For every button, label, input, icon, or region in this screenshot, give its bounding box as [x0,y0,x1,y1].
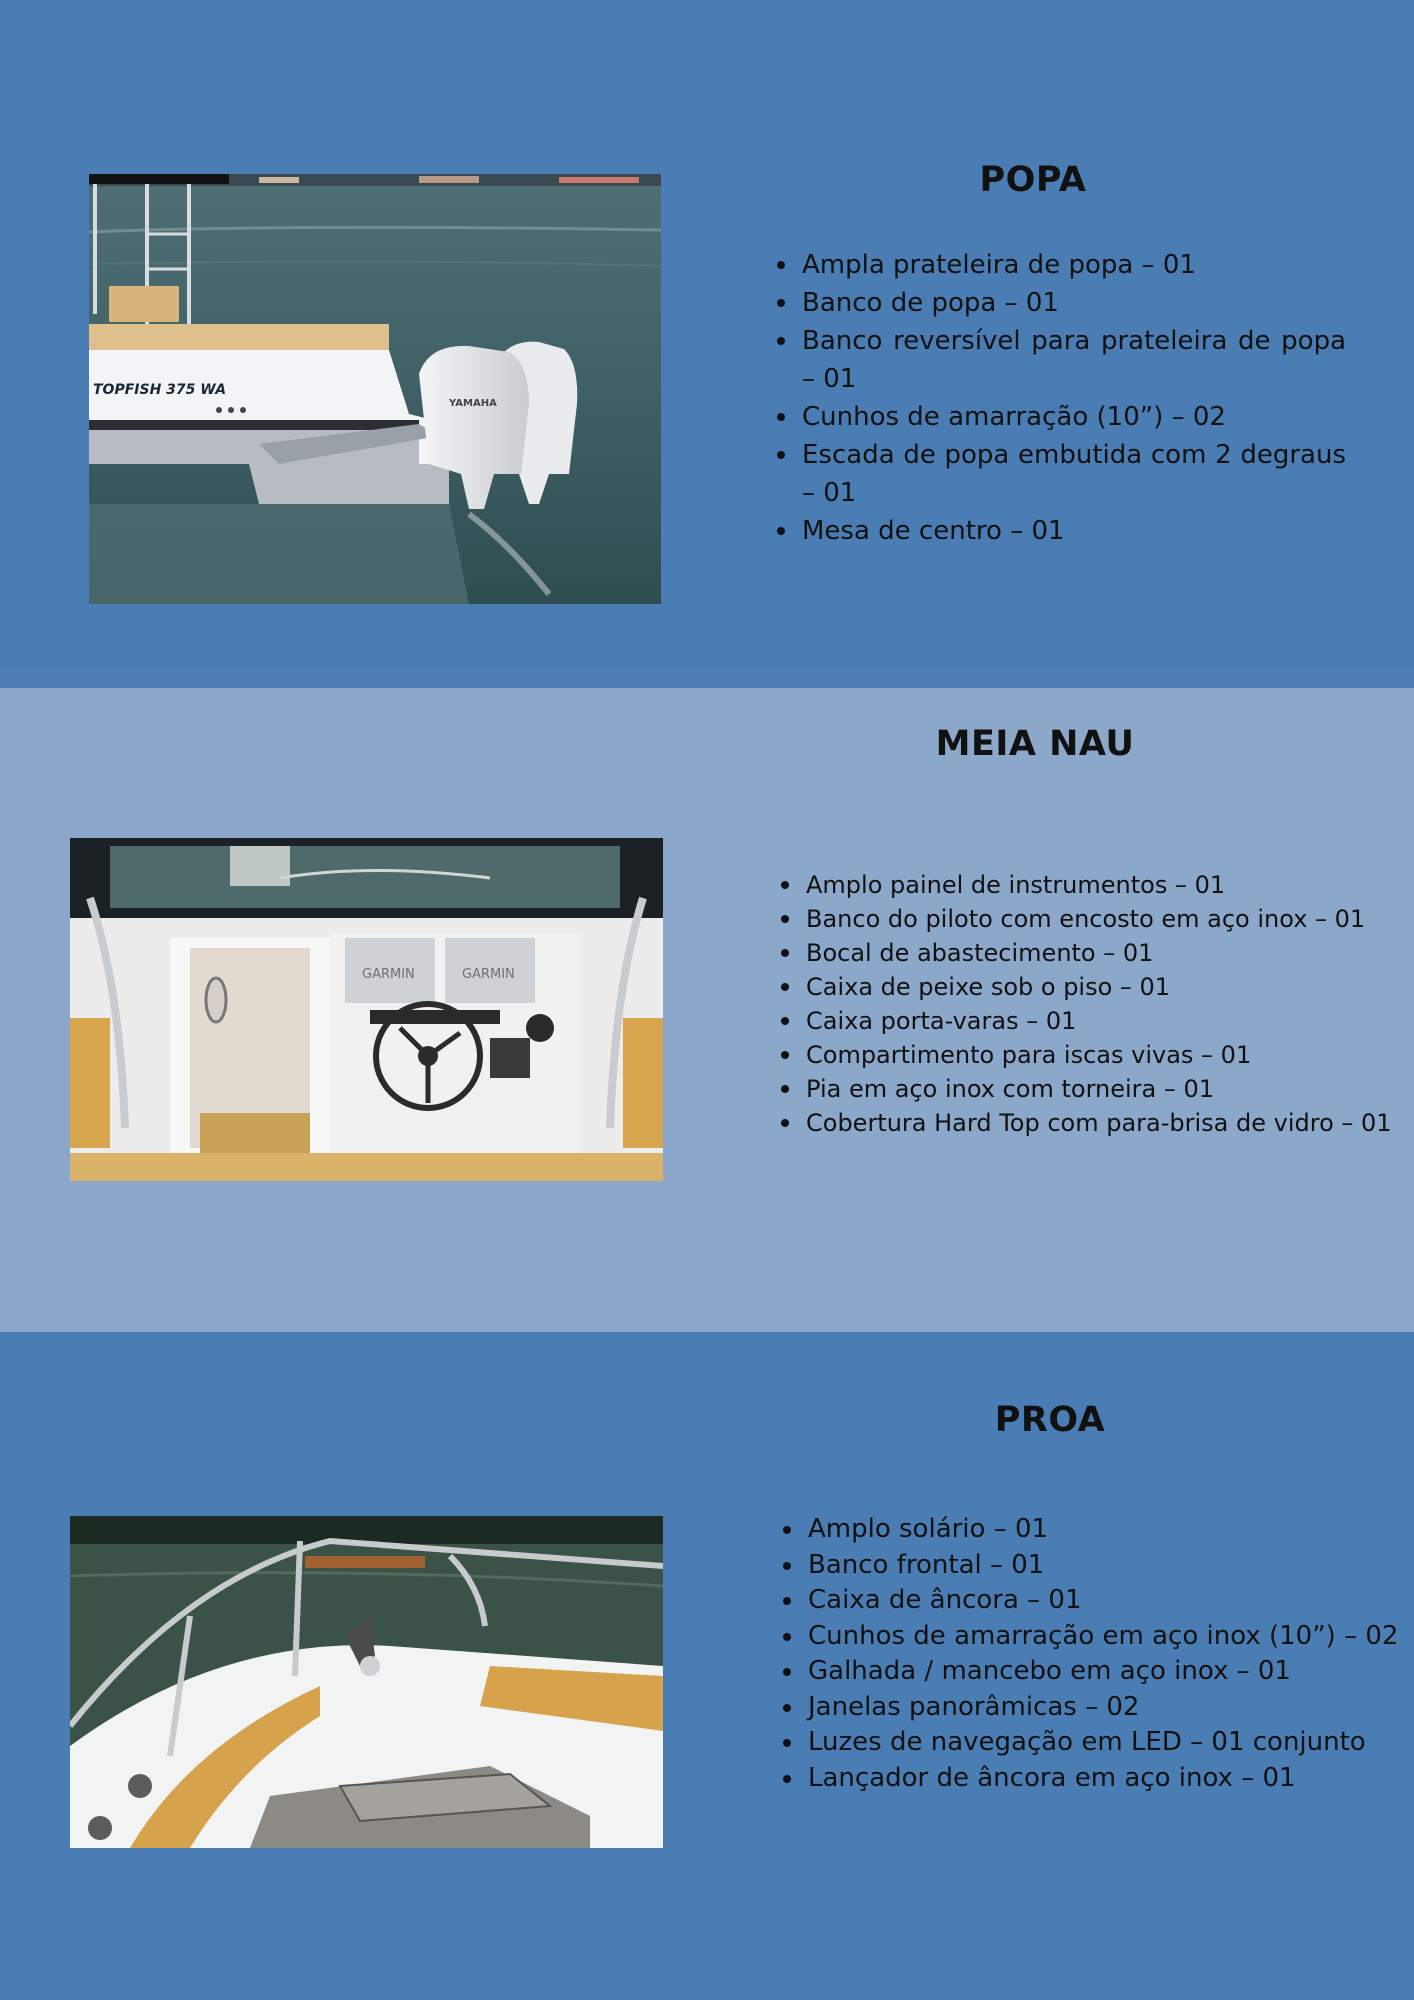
meia-nau-photo [70,838,663,1181]
list-item: Luzes de navegação em LED – 01 conjunto [780,1725,1400,1761]
list-item: Compartimento para iscas vivas – 01 [778,1038,1398,1072]
meia-nau-feature-list [778,868,1398,1140]
popa-feature-list [774,246,1346,550]
list-item: Mesa de centro – 01 [774,512,1346,550]
list-item: Lançador de âncora em aço inox – 01 [780,1761,1400,1797]
list-item: Caixa porta-varas – 01 [778,1004,1398,1038]
list-item: Ampla prateleira de popa – 01 [774,246,1346,284]
list-item: Cunhos de amarração (10”) – 02 [774,398,1346,436]
list-item: Escada de popa embutida com 2 degraus – 01 [774,436,1346,512]
engine-label: YAMAHA [449,398,497,409]
list-item: Banco de popa – 01 [774,284,1346,322]
section-title-meia-nau: MEIA NAU [935,724,1135,764]
list-item: Cunhos de amarração em aço inox (10”) – 02 [780,1619,1400,1655]
list-item: Banco do piloto com encosto em aço inox – 01 [778,902,1398,936]
list-item: Bocal de abastecimento – 01 [778,936,1398,970]
list-item: Caixa de peixe sob o piso – 01 [778,970,1398,1004]
list-item: Amplo solário – 01 [780,1512,1400,1548]
section-divider [0,668,1414,688]
popa-photo [89,174,661,604]
section-title-popa: POPA [979,160,1087,200]
screen-label-right: GARMIN [462,967,515,982]
list-item: Banco frontal – 01 [780,1548,1400,1584]
list-item: Banco reversível para prateleira de popa – 01 [774,322,1346,398]
hull-label: TOPFISH 375 WA [93,382,227,398]
screen-label-left: GARMIN [362,967,415,982]
proa-photo [70,1516,663,1848]
list-item: Janelas panorâmicas – 02 [780,1690,1400,1726]
list-item: Cobertura Hard Top com para-brisa de vidro – 01 [778,1106,1398,1140]
list-item: Caixa de âncora – 01 [780,1583,1400,1619]
list-item: Amplo painel de instrumentos – 01 [778,868,1398,902]
section-title-proa: PROA [994,1400,1106,1440]
list-item: Pia em aço inox com torneira – 01 [778,1072,1398,1106]
list-item: Galhada / mancebo em aço inox – 01 [780,1654,1400,1690]
proa-feature-list [780,1512,1400,1796]
